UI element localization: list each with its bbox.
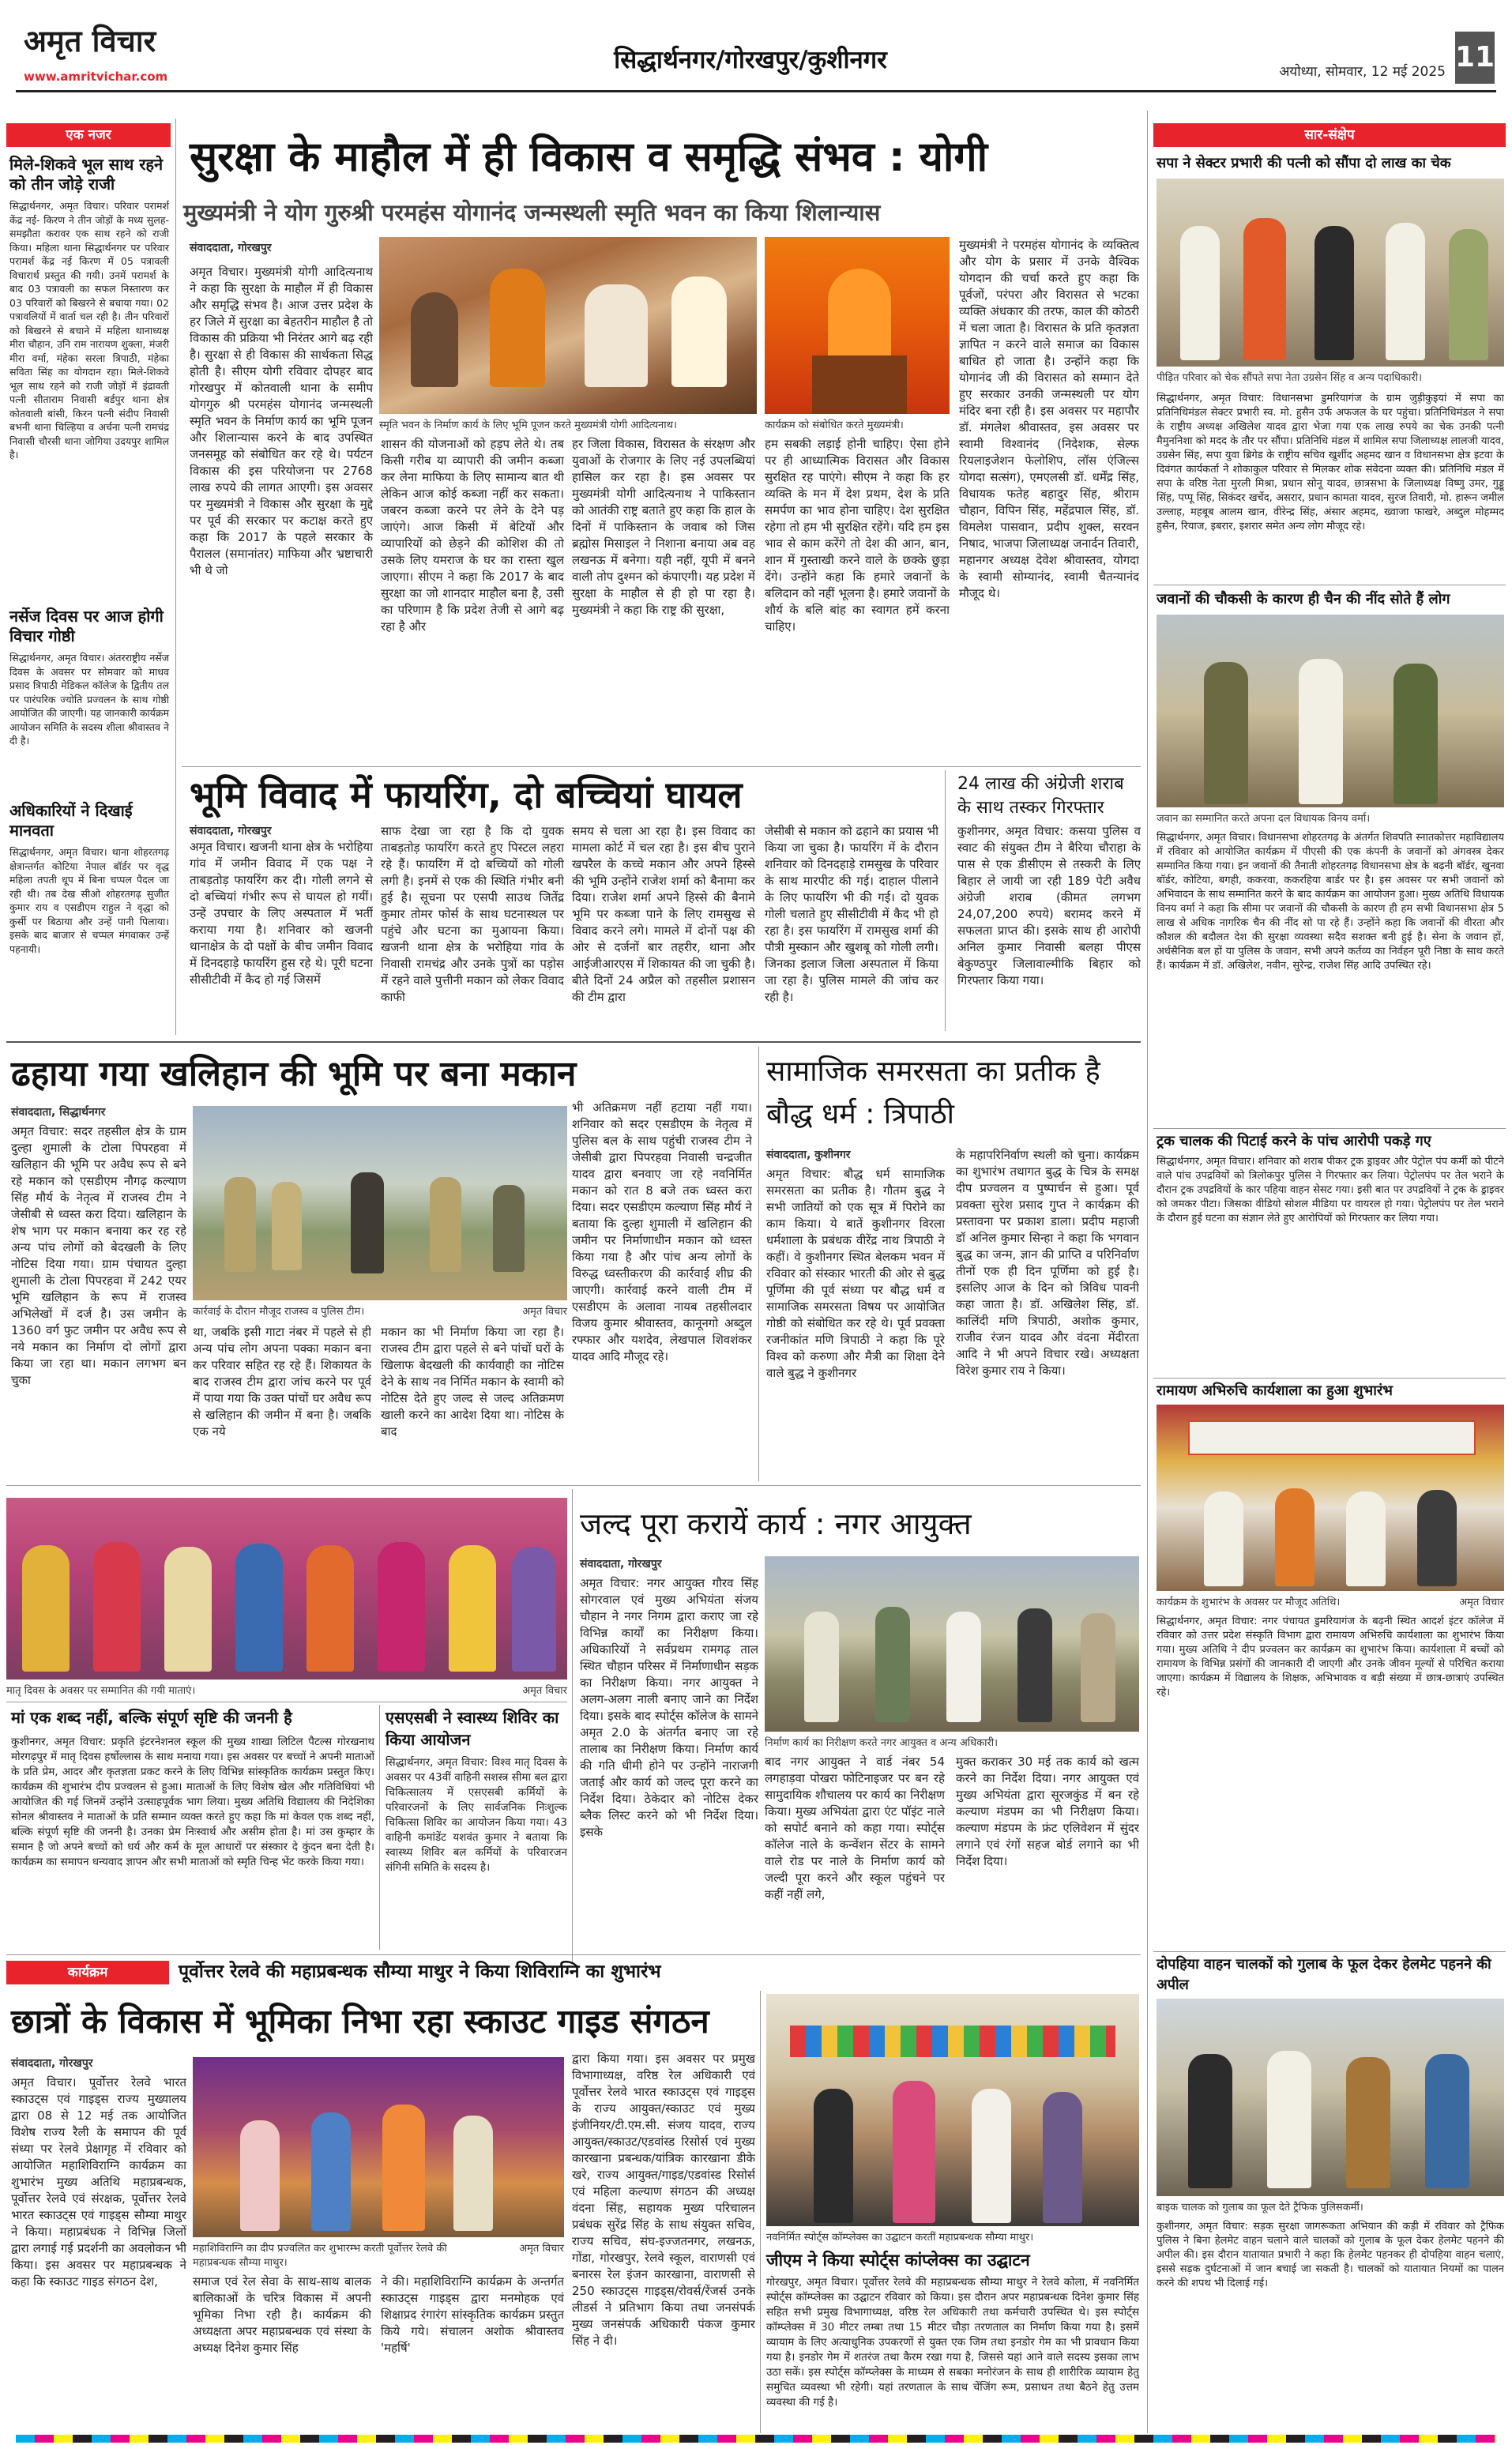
mothers-day-photo — [6, 1498, 567, 1680]
right-item-3-body: सिद्धार्थनगर, अमृत विचार। शनिवार को शराब पीकर ट्रक ड्राइवर और पेट्रोल पंप कर्मी को पीटने वाले पांच उपद्रवियों को त्रिलोकपुर पुलिस ने गिरफ्तार कर लिया। पेट्रोलपंप पर तेल भराने के दौरान ट्रक उपद्रवियों के कार पहिया वाहन सेसट गया। इसी बात पर उपद्रवियों ने ट्रक के ड्राइवर को जमकर पीटा। जिसका वीडियो सोशल मीडिया पर वायरल हो गया। पेट्रोलपंप पर तेल भराने के दौरान हुई घटना का संज्ञान लेते हुए आरोपियों को गिरफ्तार कर लिया गया। — [1157, 1156, 1504, 1224]
brief-2 — [9, 607, 169, 748]
scout-credit: अमृत विचार — [519, 2243, 564, 2255]
scout-headline: छात्रों के विकास में भूमिका निभा रहा स्काउट गाइड संगठन — [11, 2002, 709, 2041]
section-divider — [1153, 1378, 1506, 1379]
commissioner-col-3: मुक्त कराकर 30 मई तक कार्य को खत्म करने का निर्देश दिया। नगर आयुक्त एवं मुख्य अभियंता द्वारा सूरजकुंड में बन रहे कल्याण मंडपम का भी निरीक्षण किया। कल्याण मंडपम के फ्रंट एलिवेशन में सुंदर लगाने एवं रंगों सहज बोर्ड लगाने का भी निर्देश दिया। — [956, 1755, 1139, 1868]
section-saar-sankshep: सार-संक्षेप — [1153, 123, 1506, 147]
section-karyakram: कार्यक्रम — [6, 1961, 169, 1984]
buddhism-col-2: के महापरिनिर्वाण स्थली को चुना। कार्यक्रम का शुभारंभ तथागत बुद्ध के चित्र के समक्ष दीप प्रज्वलन व पुष्पार्चन से हुआ। पूर्व प्रवक्ता सुरेश प्रसाद गुप्त ने कार्यक्रम की प्रस्तावना पर प्रकाश डाला। प्रदीप महाजी डॉ अनिल कुमार सिन्हा ने कहा कि भगवान बुद्ध का जन्म, ज्ञान की प्राप्ति व परिनिर्वाण तीनों एक ही दिन पूर्णिमा को हुई है। इसलिए आज के दिन को त्रिविध पावनी कहा जाता है। डॉ. अखिलेश सिंह, डॉ. कालिंदी मणि त्रिपाठी, अशोक कुमार, राजीव रंजन यादव और वंदना मेंदीरता आदि ने भी अपने विचार रखे। अध्यक्षता विरेश कुमार राय ने किया। — [956, 1148, 1139, 1378]
health-headline: एसएसबी ने स्वास्थ्य शिविर का किया आयोजन — [386, 1708, 559, 1749]
right-item-3-headline: ट्रक चालक की पिटाई करने के पांच आरोपी पकड़े गए — [1157, 1133, 1431, 1149]
demolish-col-3: मकान का भी निर्माण किया जा रहा है। राजस्व टीम द्वारा पहले से बने पांचों घरों के खिलाफ बेदखली की कार्यवाही का नोटिस देने के साथ नव निर्मित मकान के स्वामी को नोटिस देते हुए जल्द से जल्द अतिक्रमण खाली करने का आदेश दिया था। नोटिस के बाद — [381, 1325, 564, 1439]
column-divider — [1147, 111, 1148, 2433]
commissioner-col-1: अमृत विचार: नगर आयुक्त गौरव सिंह सोगरवाल एवं मुख्य अभियंता संजय चौहान ने नगर निगम द्वारा कराए जा रहे विभिन्न कार्यों का निरीक्षण किया। अधिकारियों ने सर्वप्रथम रामगढ़ ताल स्थित चौहान परिसर में निर्माणाधीन सड़क का निरीक्षण किया। नगर आयुक्त ने अलग-अलग नाली बनाए जाने का निर्देश दिया। इसके बाद स्पोर्ट्स कॉलेज के सामने अमृत 2.0 के अंतर्गत बनाए जा रहे तालाब का निरीक्षण किया। निर्माण कार्य की गति धीमी होने पर उन्होंने नाराजगी जताई और कार्य को जल्द पूरा करने का निर्देश दिया। ठेकेदार को नोटिस देकर ब्लैक लिस्ट करने को भी निर्देश दिया। इसके — [580, 1576, 758, 1839]
column-divider — [758, 1047, 759, 1481]
lead-col-4: हम सबकी लड़ाई होनी चाहिए। ऐसा होने पर ही आध्यात्मिक विरासत और विकास सुरक्षित रह पाएंगे। सीएम ने कहा कि हर व्यक्ति के मन में देश प्रथम, देश के प्रति समर्पण का भाव होना चाहिए। देश सुरक्षित रहेगा तो हम भी सुरक्षित रहेंगे। यदि हम इस भाव से काम करेंगे तो देश की आन, बान, शान में गुस्ताखी करने वाले के छक्के छुड़ा देंगे। उन्होंने कहा कि हमारे जवानों के बलिदान को नहीं भूलना है। हमारे जवानों के शौर्य के बलि बांह का स्वागत हमें करना चाहिए। — [765, 437, 950, 634]
lead-photo-bhoomi-pujan — [379, 237, 757, 414]
scout-col-3: ने की। महाशिविराग्नि कार्यक्रम के अन्तर्गत स्काउट्स गाइड्स द्वारा मनमोहक एवं शिक्षाप्रद रंगारंग सांस्कृतिक कार्यक्रम प्रस्तुत किये गये। संचालन अशोक श्रीवास्तव 'महर्षि' — [381, 2274, 564, 2355]
demolish-col-4: भी अतिक्रमण नहीं हटाया नहीं गया। शनिवार को सदर एसडीएम के नेतृत्व में पुलिस बल के साथ पहुंची राजस्व टीम ने जेसीबी द्वारा पिपरहवा निवासी चन्द्रजीत यादव द्वारा बनवाए जा रहे नवनिर्मित मकान को रात 8 बजे तक ध्वस्त करा दिया। सदर एसडीएम कल्याण सिंह मौर्य ने बताया कि दुल्हा शुमाली में खलिहान की जमीन पर निर्माणाधीन मकान को ध्वस्त किया गया है और पांच अन्य लोगों के विरुद्ध ध्वस्तीकरण की कार्रवाई शीघ्र की जाएगी। कार्रवाई करने वाली टीम में एसडीएम के अलावा नायब तहसीलदार विजय कुमार श्रीवास्तव, कानूनगो अब्दुल रफ्फार और यशदेव, लेखपाल शिवशंकर यादव आदि मौजूद रहे। — [572, 1100, 752, 1364]
section-divider — [6, 1954, 1141, 1955]
masthead-rule — [16, 90, 1496, 92]
lead-photo-cm-speech — [765, 237, 950, 414]
liquor-body: कुशीनगर, अमृत विचार: कसया पुलिस व स्वाट की संयुक्त टीम ने बैरिया चौराहा के पास से एक डीसीएम से तस्करी के लिए बिहार ले जायी जा रही 189 पेटी अवैध अंग्रेजी शराब (कीमत लगभग 24,07,200 रुपये) बरामद करने में सफलता प्राप्त की। इसके साथ ही आरोपी अनिल कुमार निवासी बलहा पीएस बेकुण्ठपुर जिलावाल्मीकि बिहार को गिरफ्तार किया गया। — [957, 824, 1141, 987]
demolish-col-1: अमृत विचार: सदर तहसील क्षेत्र के ग्राम दुल्हा शुमाली के टोला पिपरहवा में खलिहान की भूमि पर अवैध रूप से बने रहे मकान को एसडीएम नौगढ़ कल्याण सिंह मौर्य के नेतृत्व में राजस्व टीम ने जेसीबी से ध्वस्त करा दिया। खलिहान के शेष भाग पर मकान बनाया कर रह रहे अन्य पांच लोगों को बेदखली के लिए नोटिस दिया गया। ग्राम पंचायत दुल्हा शुमाली के टोला पिपरहवा में 242 एयर भूमि खलिहान के रूप में राजस्व अभिलेखों में दर्ज है। उस जमीन के 1360 वर्ग फुट जमीन पर अवैध रूप से नये मकान का निर्माण दो लोगों द्वारा किया जा रहा था। मकान लगभग बन चुका — [11, 1124, 186, 1387]
scout-kicker: पूर्वोत्तर रेलवे की महाप्रबन्धक सौम्या माथुर ने किया शिविराग्नि का शुभारंभ — [179, 1962, 661, 1982]
liquor-headline: 24 लाख की अंग्रेजी शराब के साथ तस्कर गिरफ्तार — [957, 774, 1124, 818]
lead-col-2: शासन की योजनाओं को हड़प लेते थे। तब किसी गरीब या व्यापारी की जमीन कब्जा कर लेना माफिया के लिए सामान्य बात थी लेकिन आज कोई कब्जा नहीं कर सकता। जबरन कब्जा करने पर लेने के देने पड़ जाएंगे। आज किसी में बेटियों और व्यापारियों को छेड़ने की कोशिश की तो उसके लिए यमराज के घर का रास्ता खुल जाएगा। सीएम ने कहा कि 2017 के बाद सुरक्षा का जो शानदार माहौल बना है, उसी का परिणाम है कि प्रदेश तेजी से आगे बढ़ रहा है और — [381, 437, 564, 634]
website-url[interactable]: www.amritvichar.com — [24, 70, 168, 84]
lead-col-3: हर जिला विकास, विरासत के संरक्षण और युवाओं के रोजगार के लिए नई उपलब्धियां हासिल कर रहा है। इस अवसर पर मुख्यमंत्री योगी आदित्यनाथ ने पाकिस्तान को आतंकी राष्ट्र बताते हुए कहा कि हाल के दिनों में पाकिस्तान के जवाब को जिस ब्रह्मोस मिसाइल ने निशाना बनाया अब वह लखनऊ में बनेगा। यही नहीं, यूपी में बनने वाली तोप दुश्मन को कंपाएगी। यह प्रदेश में सुरक्षा के माहौल से ही हो पा रहा है। मुख्यमंत्री ने कहा कि राष्ट्र की सुरक्षा, — [572, 437, 755, 617]
lead-subheadline: मुख्यमंत्री ने योग गुरुश्री परमहंस योगानंद जन्मस्थली स्मृति भवन का किया शिलान्यास — [183, 199, 881, 226]
mothers-day-credit: अमृत विचार — [522, 1685, 567, 1697]
firing-byline: संवाददाता, गोरखपुर — [190, 825, 272, 837]
commissioner-col-2: बाद नगर आयुक्त ने वार्ड नंबर 54 लगहाड़वा पोखरा फोटिनाइजर पर बन रहे सामुदायिक शौचालय पर कार्य का निरीक्षण किया। मुख्य अभियंता द्वारा एंट पॉइंट नाले को सपोर्ट बनाने को कहा गया। स्पोर्ट्स कॉलेज नाले के कन्वेंशन सेंटर के सामने वाले रोड पर नाले के निर्माण कार्य को जल्दी पूरा करने और स्कूल पहुंचने पर कहीं नहीं लगे, — [765, 1755, 945, 1901]
brief-3 — [9, 801, 169, 956]
brief-headline: मिले-शिकवे भूल साथ रहने को तीन जोड़े राजी — [9, 155, 164, 194]
lead-col-5: मुख्यमंत्री ने परमहंस योगानंद के व्यक्तित्व और योग के प्रसार में उनके वैश्विक योगदान की चर्चा करते हुए कहा कि पूर्वजों, परंपरा और विरासत से भटका व्यक्ति अंधकार की तरफ, काल की कोठरी में चला जाता है। विरासत के प्रति कृतज्ञता ज्ञापित न करने वाले समाज का विकास बाधित हो जाता है। उन्होंने कहा कि योगानंद जी की विरासत को सम्मान देते हुए सरकार उनकी जन्मस्थली पर योग मंदिर बना रही है। इस अवसर पर महापौर डॉ. मंगलेश श्रीवास्तव, इस अवसर पर स्वामी विश्वानंद (निदेशक, सेल्फ रियलाइजेशन फेलोशिप, लॉस एंजिल्स योगदा सत्संग), एमएलसी डॉ. धर्मेंद्र सिंह, विधायक फतेह बहादुर सिंह, श्रीराम चौहान, विपिन सिंह, महेंद्रपाल सिंह, डॉ. विमलेश पासवान, प्रदीप शुक्ल, सरवन निषाद, भाजपा जिलाध्यक्ष जनार्दन तिवारी, महानगर अध्यक्ष देवेश श्रीवास्तव, योगदा के स्वामी सोम्यानंद, स्वामी चैतन्यानंद मौजूद थे। — [959, 238, 1139, 600]
brand-logo[interactable] — [24, 24, 197, 65]
mother-headline: मां एक शब्द नहीं, बल्कि संपूर्ण सृष्टि की जननी है — [11, 1708, 292, 1727]
section-ek-nazar: एक नजर — [6, 123, 171, 147]
masthead — [0, 0, 1512, 93]
color-registration-strip — [16, 2435, 1496, 2443]
firing-col-2: साफ देखा जा रहा है कि दो युवक ताबड़तोड़ फायरिंग करते हुए पिस्टल लहरा रहे हैं। फायरिंग में दो बच्चियों को गोली लगी है। इनमें से एक की स्थिति गंभीर बनी हुई है। सूचना पर एसपी साउथ जितेंद्र कुमार तोमर फोर्स के साथ घटनास्थल पर पहुंचे और घटना का मुआयना किया। खजनी थाना क्षेत्र के भरोहिया गांव के निवासी रामचंद्र और उनके पुत्रों का पड़ोस में रहने वाले पुत्तीनी मकान को लेकर विवाद काफी — [381, 824, 564, 1004]
sports-body: गोरखपुर, अमृत विचार। पूर्वोत्तर रेलवे की महाप्रबन्धक सौम्या माथुर ने रेलवे कोला, में नवनिर्मित स्पोर्ट्स कॉम्प्लेक्स का उद्घाटन रविवार को किया। इस दौरान अपर महाप्रबन्धक दिनेश कुमार सिंह सहित सभी प्रमुख विभागाध्यक्ष, वरिष्ठ रेल अधिकारी तथा कर्मचारी उपस्थित थे। इस स्पोर्ट्स कॉम्प्लेक्स में 30 मीटर लम्बा तथा 15 मीटर चौड़ा तरणताल का निर्माण किया गया है। इसमें व्यायाम के लिए अत्याधुनिक उपकरणों से युक्त एक जिम तथा इनडोर गेम का भी प्रावधान किया गया है। इनडोर गेम में शतरंज तथा कैरम रखा गया है, जिससे यहां आने वाले सदस्य इसका लाभ उठा सकें। इस स्पोर्ट्स कॉम्प्लेक्स के माध्यम से सबका मनोरंजन के साथ ही शारीरिक व्यायाम हेतु समुचित व्यवस्था भी रहेगी। यहां तरणताल के साथ चेंजिंग रूम, प्रसाधन तथा बैठने हेतु उत्तम व्यवस्था की गई है। — [766, 2276, 1139, 2409]
left-column — [6, 123, 171, 1032]
brief-1 — [9, 155, 169, 462]
column-divider — [175, 118, 176, 1035]
demolish-col-2: था, जबकि इसी गाटा नंबर में पहले से ही अन्य पांच लोग अपना पक्का मकान बना कर परिवार सहित रह रहे हैं। शिकायत के बाद राजस्व टीम द्वारा जांच करने पर पूर्व में पाया गया कि उक्त पांचों घर अवैध रूप से खलिहान की जमीन में बना है। जबकि एक नये — [193, 1325, 371, 1439]
column-divider — [379, 1705, 380, 1950]
section-divider — [6, 1485, 1141, 1486]
dateline: अयोध्या, सोमवार, 12 मई 2025 — [1279, 64, 1446, 80]
commissioner-photo — [765, 1556, 1139, 1732]
section-divider — [1153, 1951, 1506, 1952]
right-item-1-photo — [1157, 179, 1504, 367]
commissioner-byline: संवाददाता, गोरखपुर — [580, 1558, 662, 1570]
mothers-day-caption: मातृ दिवस के अवसर पर सम्मानित की गयी माताएं। — [6, 1685, 196, 1697]
mother-body: कुशीनगर, अमृत विचार: प्रकृति इंटरनेशनल स्कूल की मुख्य शाखा लिटिल पैटल्स गोरखनाथ मोरगढ़पुर में मातृ दिवस हर्षोल्लास के साथ मनाया गया। इस अवसर पर बच्चों ने अपनी माताओं के प्रति प्रेम, आदर और कृतज्ञता प्रकट करने के लिए विभिन्न सांस्कृतिक कार्यक्रम प्रस्तुत किए। कार्यक्रम की शुभारंभ दीप प्रज्वलन से हुआ। माताओं के लिए विशेष खेल और गतिविधियां भी आयोजित की गई जिनमें उन्होंने उत्साहपूर्वक भाग लिया। मुख्य अतिथि विद्यालय की निदेशिका सोनल श्रीवास्तव ने माताओं के प्रति सम्मान व्यक्त करते हुए कहा कि मां केवल एक शब्द नहीं, बल्कि संपूर्ण सृष्टि की जननी है। उनका प्रेम निःस्वार्थ और असीम होता है। मां उस कुम्हार के समान है जो अपने बच्चों को धर्य और कर्म के मूल आधारों पर संस्कार दे कुंदन बना देती है। कार्यक्रम का समापन धन्यवाद ज्ञापन और सभी माताओं को स्मृति चिन्ह भेंट करके किया गया। — [11, 1736, 374, 1868]
page-number: 11 — [1455, 32, 1495, 84]
right-item-2-photo — [1157, 615, 1504, 807]
lead-headline: सुरक्षा के माहौल में ही विकास व समृद्धि संभव : योगी — [190, 134, 988, 181]
scout-col-1: अमृत विचार। पूर्वोत्तर रेलवे भारत स्काउट्स एवं गाइड्स राज्य मुख्यालय द्वारा 08 से 12 मई तक आयोजित विशेष राज्य रैली के समापन की पूर्व संध्या पर रेलवे प्रेक्षागृह में रविवार को आयोजित महाशिविराग्नि कार्यक्रम का शुभारंभ मुख्य अतिथि महाप्रबन्धक, पूर्वोत्तर रेलवे एवं संरक्षक, पूर्वोत्तर रेलवे भारत स्काउट्स एवं गाइड्स सौम्या माथुर ने किया। महाप्रबंधक ने विभिन्न जिलों द्वारा लगाई गई प्रदर्शनी का अवलोकन भी किया। इस अवसर पर महाप्रबन्धक ने कहा कि स्काउट गाइड संगठन देश, — [11, 2075, 186, 2289]
demolish-headline: ढहाया गया खलिहान की भूमि पर बना मकान — [11, 1054, 577, 1094]
right-item-5-body: कुशीनगर, अमृत विचार: सड़क सुरक्षा जागरूकता अभियान की कड़ी में रविवार को ट्रैफिक पुलिस ने बिना हेलमेट वाहन चलाने वाले चालकों को गुलाब के फूल देकर हेलमेट पहनने की अपील की। इस दौरान यातायात प्रभारी ने कहा कि हेलमेट पहनकर ही दोपहिया वाहन चलाएं, इससे सड़क दुर्घटनाओं में जान बचाई जा सकती है। चालकों को यातायात नियमों का पालन करने की शपथ भी दिलाई गई। — [1157, 2221, 1504, 2289]
right-item-4-caption: कार्यक्रम के शुभारंभ के अवसर पर मौजूद अतिथि। — [1157, 1597, 1341, 1608]
right-item-1-body: सिद्धार्थनगर, अमृत विचार: विधानसभा डुमरियागंज के ग्राम जुड़ीकुइयां में सपा का प्रतिनिधिमंडल सेक्टर प्रभारी स्व. मो. हुसैन उर्फ अफजल के घर पहुंचा। प्रतिनिधिमंडल ने सपा के राष्ट्रीय अध्यक्ष अखिलेश यादव द्वारा भेजा गया एक लाख रुपये का चेक उनकी पत्नी मैमुननिशा को मदद के तौर पर सौंपा। प्रतिनिधि मंडल में शामिल सपा जिलाध्यक्ष लालजी यादव, उग्रसेन सिंह, सपा युवा ब्रिगेड के राष्ट्रीय सचिव खुर्शीद अहमद खान व विधानसभा क्षेत्र इटवा के दिवंगत कार्यकर्ता ने शोकाकुल परिवार से मिलकर शोक संवेदना व्यक्त की। प्रतिनिधि मंडल में सपा के वरिष्ठ नेता मुरली मिश्रा, प्रधान सोनू यादव, छात्रसभा के जिलाध्यक्ष विष्णु उमर, गुड्डू सिंह, पप्पू सिंह, सिकंदर खर्चेद, असरार, प्रधान कामता यादव, सुरज तिवारी, मो. हारून जमील उल्लाह, महबूब आलम खान, वीरेन्द्र सिंह, अंसार अहमद, ख्वाजा फाखरे, अब्दुल मोहम्मद हुसैन, रियाज, इबरार, इशरार समेत अन्य लोग मौजूद रहे। — [1157, 393, 1504, 532]
right-item-5-headline: दोपहिया वाहन चालकों को गुलाब के फूल देकर हेलमेट पहनने की अपील — [1157, 1956, 1491, 1993]
sports-headline: जीएम ने किया स्पोर्ट्स कांप्लेक्स का उद्घाटन — [766, 2251, 1030, 2270]
firing-col-3: समय से चला आ रहा है। इस विवाद का मामला कोर्ट में चल रहा है। इस बीच पुराने खपरैल के कच्चे मकान और अपने हिस्से की भूमि उन्होंने राजेश शर्मा को बैनामा कर दिया। राजेश शर्मा अपने हिस्से की बैनामे भूमि पर कब्जा पाने के लिए रामसुख से विवाद करने लगे। मामले में दोनों पक्ष की ओर से दर्जनों बार तहरीर, थाना और आईजीआरएस में शिकायत की जा चुकी है। बीते दिनों 24 अप्रैल को तहसील प्रशासन की टीम द्वारा — [572, 824, 755, 1004]
firing-headline: भूमि विवाद में फायरिंग, दो बच्चियां घायल — [190, 773, 743, 816]
lead-byline: संवाददाता, गोरखपुर — [190, 242, 272, 254]
buddhism-headline: सामाजिक समरसता का प्रतीक है बौद्ध धर्म : त्रिपाठी — [766, 1055, 1100, 1130]
right-item-4-headline: रामायण अभिरुचि कार्यशाला का हुआ शुभारंभ — [1157, 1382, 1393, 1399]
brand-name: अमृत विचार — [24, 24, 156, 58]
demolish-photo — [193, 1106, 567, 1300]
column-divider — [760, 1991, 761, 2433]
column-divider — [572, 1489, 573, 1963]
scout-caption: महाशिविराग्नि का दीप प्रज्वलित कर शुभारम्भ करती पूर्वोत्तर रेलवे की महाप्रबन्धक सौम्या माथुर। — [193, 2243, 447, 2269]
brief-headline: नर्सेज दिवस पर आज होगी विचार गोष्ठी — [9, 607, 164, 645]
section-divider — [182, 766, 1141, 767]
health-body: सिद्धार्थनगर, अमृत विचार: विश्व मातृ दिवस के अवसर पर 43वीं वाहिनी सशस्त्र सीमा बल द्वारा चिकित्सालय में एसएसबी कर्मियों के परिवारजनों के लिए सार्वजनिक निःशुल्क चिकित्सा शिविर का आयोजन किया गया। 43 वाहिनी कमांडेंट यशवंत कुमार ने बताया कि स्वास्थ्य शिविर बल कर्मियों के परिवारजन संगिनी समिति के सदस्य है। — [386, 1756, 567, 1874]
sports-caption: नवनिर्मित स्पोर्ट्स कॉम्प्लेक्स का उद्घाटन करतीं महाप्रबन्धक सौम्या माथुर। — [766, 2232, 1034, 2244]
buddhism-byline: संवाददाता, कुशीनगर — [766, 1149, 851, 1161]
right-item-2-headline: जवानों की चौकसी के कारण ही चैन की नींद सोते हैं लोग — [1157, 591, 1450, 607]
scout-photo — [193, 2057, 564, 2237]
brief-body: सिद्धार्थनगर, अमृत विचार। थाना शोहरतगढ़ क्षेत्रान्तर्गत कोटिया नेपाल बॉर्डर पर वृद्ध महिला तपती धूप में बिना चप्पल पैदल जा रही थी। तब देख सीओ शोहरतगढ़ सुजीत कुमार राय व एसडीएम राहुल ने वृद्धा को कुर्सी पर बिठाया और उन्हें पानी पिलाया। इसके बाद बाजार से चप्पल मंगवाकर उन्हें पहनायी। — [9, 846, 169, 955]
scout-col-4: द्वारा किया गया। इस अवसर पर प्रमुख विभागाध्यक्ष, वरिष्ठ रेल अधिकारी एवं पूर्वोत्तर रेलवे भारत स्काउट्स एवं गाइड्स के राज्य आयुक्त/स्काउट एवं मुख्य इंजीनियर/टी.एम.सी. संजय यादव, राज्य आयुक्त/स्काउट/एडवांस्ड रिसोर्स एवं मुख्य कारखाना प्रबन्धक/यांत्रिक कारखाना डीके खरे, राज्य आयुक्त/गाइड/एडवांस्ड रिसोर्स एवं महिला कल्याण संगठन की अध्यक्ष वंदना सिंह, सहायक मुख्य परिचालन प्रबंधक सुरेंद्र सिंह के साथ संयुक्त सचिव, राज्य सचिव, संघ-इज्जतनगर, लखनऊ, गोंडा, गोरखपुर, रेलवे स्कूल, वाराणसी एवं बनारस रेल इंजन कारखाना, वाराणसी से 250 स्काउट्स गाइड्स/रोवर्स/रेंजर्स उनके लीडर्स ने प्रतिभाग किया तथा जनसंपर्क मुख्य जनसंपर्क अधिकारी पंकज कुमार सिंह ने दी। — [572, 2052, 755, 2348]
lead-col-1: अमृत विचार। मुख्यमंत्री योगी आदित्यनाथ ने कहा कि सुरक्षा के माहौल में ही विकास और समृद्धि संभव है। आज उत्तर प्रदेश के हर जिले में सुरक्षा का बेहतरीन माहौल है तो विकास की प्रक्रिया भी निरंतर आगे बढ़ रही है। सुरक्षा से ही विकास की सार्थकता सिद्ध होती है। सीएम योगी रविवार दोपहर बाद गोरखपुर में कोतवाली थाना के समीप योगगुरु श्री परमहंस योगानंद जन्मस्थली स्मृति भवन के निर्माण कार्य का भूमि पूजन और शिलान्यास करने के बाद उपस्थित जनसमूह को संबोधित कर रहे थे। पर्यटन विकास की इस परियोजना पर 2768 लाख रुपये की लागत आएगी। इस अवसर पर मुख्यमंत्री ने विकास और सुरक्षा के मुद्दे पर पूर्व की सरकार पर कटाक्ष करते हुए कहा कि 2017 के पहले सरकार के पैरालल (समानांतर) माफिया और भ्रष्टाचारी भी थे जो — [190, 265, 373, 577]
column-divider — [945, 770, 946, 1031]
brief-body: सिद्धार्थनगर, अमृत विचार। अंतरराष्ट्रीय नर्सेज दिवस के अवसर पर सोमवार को माधव प्रसाद त्रिपाठी मेडिकल कॉलेज के द्वितीय तल पर पारंपरिक ज्योति प्रज्वलन के साथ गोष्ठी आयोजित की जाएगी। यह जानकारी कार्यक्रम आयोजन समिति के सदस्य शीला श्रीवास्तव ने दी है। — [9, 652, 169, 747]
lead-photo-caption: स्मृति भवन के निर्माण कार्य के लिए भूमि पूजन करते मुख्यमंत्री योगी आदित्यनाथ। — [379, 419, 677, 431]
right-item-4-body: सिद्धार्थनगर, अमृत विचार: नगर पंचायत डुमरियागंज के बढ़नी स्थित आदर्श इंटर कॉलेज में रविवार को उत्तर प्रदेश संस्कृति विभाग द्वारा रामायण अभिरुचि कार्यशाला का शुभारंभ किया गया। मुख्य अतिथि ने दीप प्रज्वलन कर कार्यक्रम का शुभारंभ किया। कार्यशाला में बच्चों को रामायण के विभिन्न प्रसंगों की जानकारी दी जाएगी और उनके जीवन मूल्यों से परिचित कराया जाएगा। कार्यक्रम में विद्यालय के शिक्षक, अभिभावक व बड़ी संख्या में छात्र-छात्राएं उपस्थित रहे। — [1157, 1616, 1504, 1698]
demolish-credit: अमृत विचार — [522, 1306, 567, 1318]
right-item-4-credit: अमृत विचार — [1459, 1597, 1504, 1608]
right-item-1-caption: पीड़ित परिवार को चेक सौंपते सपा नेता उग्रसेन सिंह व अन्य पदाधिकारी। — [1157, 372, 1423, 384]
firing-col-1: अमृत विचार। खजनी थाना क्षेत्र के भरोहिया गांव में जमीन विवाद में एक पक्ष ने ताबड़तोड़ फायरिंग कर दी। गोली लगने से दो बच्चियां गंभीर रूप से घायल हो गयीं। उन्हें उपचार के लिए अस्पताल में भर्ती कराया गया है। शनिवार को खजनी थानाक्षेत्र के दो पक्षों के बीच जमीन विवाद में दिनदहाड़े फायरिंग हुस रहे थे। पूरी घटना सीसीटीवी में कैद हो गई जिसमें — [190, 840, 373, 987]
section-divider — [6, 1041, 1141, 1043]
lead-photo2-caption: कार्यक्रम को संबोधित करते मुख्यमंत्री। — [765, 419, 904, 431]
scout-byline: संवाददाता, गोरखपुर — [11, 2057, 93, 2070]
edition-title: सिद्धार्थनगर/गोरखपुर/कुशीनगर — [614, 46, 887, 74]
section-divider — [1153, 1128, 1506, 1129]
right-item-5-photo — [1157, 1999, 1504, 2196]
commissioner-caption: निर्माण कार्य का निरीक्षण करते नगर आयुक्त व अन्य अधिकारी। — [765, 1737, 999, 1749]
right-item-1-headline: सपा ने सेक्टर प्रभारी की पत्नी को सौंपा दो लाख का चेक — [1157, 155, 1451, 171]
firing-col-4: जेसीबी से मकान को ढहाने का प्रयास भी किया जा चुका है। फायरिंग में के दौरान शनिवार को दिनदहाड़े रामसुख के परिवार के साथ मारपीट की गई। दाहाल पीलाने के लिए फायरिंग भी की गई। दो युवक गोली चलाते हुए सीसीटीवी में कैद भी हो रहा है। इस फायरिंग में रामसुख शर्मा की पौत्री मुस्कान और खुशबू को गोली लगी। जिनका इलाज जिला अस्पताल में किया जा रहा है। पुलिस मामले की जांच कर रही है। — [765, 824, 938, 1004]
right-item-4-photo — [1157, 1405, 1504, 1591]
sports-photo — [766, 1994, 1139, 2226]
commissioner-headline: जल्द पूरा करायें कार्य : नगर आयुक्त — [580, 1506, 972, 1541]
brief-body: सिद्धार्थनगर, अमृत विचार। परिवार परामर्श केंद्र नई- किरण ने तीन जोड़ों के मध्य सुलह-समझौता करावर एक साथ रहने को राजी किया। महिला थाना सिद्धार्थनगर पर परिवार परामर्श केंद्र नई किरण में 05 पत्रावली विचारार्थ प्रस्तुत की गयी। उनमें परामर्श के बाद 03 पत्रावली का सफल निस्तारण कर 03 परिवारों को बिखरने से बचाया गया। 02 पत्रावलियों में वार्ता चल रही है। तीन परिवारों को बिखरने से बचाने में महिला थानाध्यक्ष मीरा चौहान, उनि राम नारायण शुक्ला, मंजरी मीरा वर्मा, मंहेका सरला त्रिपाठी, मंहेका सविता सिंह का योगदान रहा। मिले-शिकवे भूल साथ रहने को राजी जोड़ों में इंद्रावती पत्नी सीताराम निवासी बर्डपुर थाना क्षेत्र कोतवाली बांसी, किरन पत्नी संदीप निवासी बभनी थाना चिल्हिया व अर्चना पत्नी रामचंद्र निवासी चौरसी थाना जोगिया उदयपुर शामिल है। — [9, 200, 169, 461]
right-item-2-caption: जवान का सम्मानित करते अपना दल विधायक विनय वर्मा। — [1157, 813, 1371, 825]
buddhism-col-1: अमृत विचार: बौद्ध धर्म सामाजिक समरसता का प्रतीक है। गौतम बुद्ध ने सभी जातियों को एक सूत्र में पिरोने का काम किया। ये बातें कुशीनगर विरला धर्मशाला के प्रबंधक वीरेंद्र नाथ त्रिपाठी ने कहीं। वे कुशीनगर स्थित बेलकम भवन में रविवार को संस्कार भारती की ओर से बुद्ध पूर्णिमा की पूर्व संध्या पर बौद्ध धर्म व सामाजिक समरसता विषय पर आयोजित गोष्ठी को संबोधित कर रहे थे। पूर्व प्रवक्ता रजनीकांत मणि त्रिपाठी ने कहा कि पूरे विश्व को करुणा और मैत्री का शिक्षा देने वाले बुद्ध ने कुशीनगर — [766, 1167, 945, 1380]
right-item-2-body: सिद्धार्थनगर, अमृत विचार। विधानसभा शोहरतगढ़ के अंतर्गत शिवपति स्नातकोत्तर महाविद्यालय में रविवार को आयोजित कार्यक्रम में पीएसी की एक कंपनी के जवानों को अंगवस्त्र देकर सम्मानित किया गया। इन जवानों की तैनाती शोहरतगढ़ विधानसभा क्षेत्र के बढ़नी बॉर्डर, खुनवा बॉर्डर, कोटिया, बगही, ककरवा, ककरहिया बार्डर पर है। इस अवसर पर सभी जवानों को अभिवादन के साथ सम्मानित करने के बाद कार्यक्रम का आयोजन हुआ। मुख्य अतिथि विधायक विनय वर्मा ने कहा कि सीमा पर जवानों की चौकसी के कारण ही हम सभी विधानसभा क्षेत्र 5 लाख से अधिक नागरिक चैन की नींद सो पा रहे हैं। उन्होंने कहा कि जवानों की वीरता और कौशल की बदौलत देश की सुरक्षा व्यवस्था सदैव सशक्त बनी हुई है। सेना के जवान हों, अर्धसैनिक बल हों या पुलिस के जवान, सभी अपने कर्तव्य का निर्वहन पूरी निष्ठा के साथ करते हैं। कार्यक्रम में डॉ. अखिलेश, नवीन, सुरेन्द्र, राजेश सिंह आदि उपस्थित रहे। — [1157, 832, 1504, 972]
brief-headline: अधिकारियों ने दिखाई मानवता — [9, 801, 133, 840]
demolish-byline: संवाददाता, सिद्धार्थनगर — [11, 1106, 106, 1119]
demolish-caption: कार्रवाई के दौरान मौजूद राजस्व व पुलिस टीम। — [193, 1306, 365, 1318]
right-item-5-caption: बाइक चालक को गुलाब का फूल देते ट्रैफिक पुलिसकर्मी। — [1157, 2202, 1363, 2214]
scout-col-2: समाज एवं रेल सेवा के साथ-साथ बालक बालिकाओं के चरित्र विकास में अपनी भूमिका निभा रही है। कार्यक्रम की अध्यक्षता अपर महाप्रबन्धक एवं संस्था के अध्यक्ष दिनेश कुमार सिंह — [193, 2274, 371, 2355]
